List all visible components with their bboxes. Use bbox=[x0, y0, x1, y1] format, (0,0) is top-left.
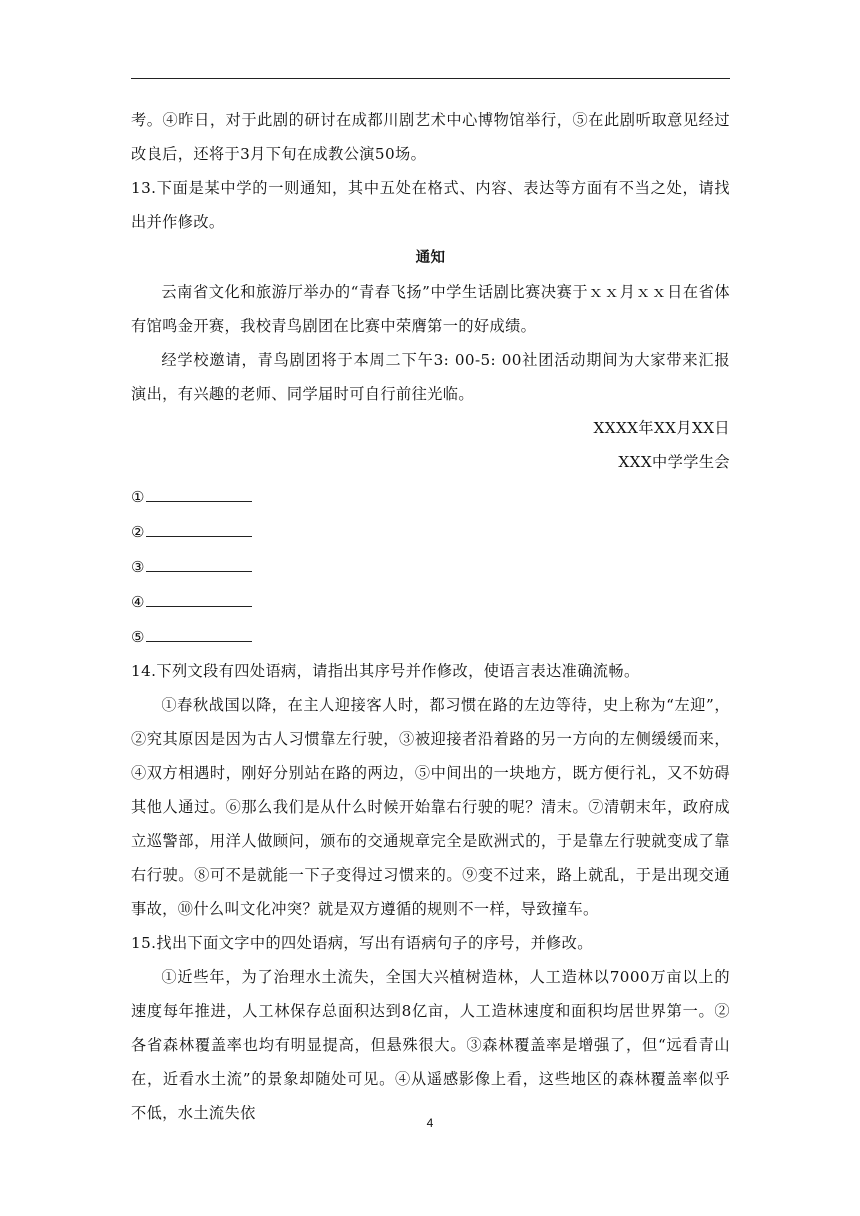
header-rule bbox=[131, 78, 730, 79]
page-content bbox=[131, 103, 730, 1130]
question-15-passage: ①近些年，为了治理水土流失，全国大兴植树造林，人工造林以7000万亩以上的速度每年推进，人工林保存总面积达到8亿亩，人工造林速度和面积均居世界第一。②各省森林覆盖率也均有明显提高，但悬殊很大。③森林覆盖率是增强了，但“远看青山在，近看水土流”的景象却随处可见。④从遥感影像上看，这些地区的森林覆盖率似乎不低，水土流失依 bbox=[131, 968, 730, 1122]
answer-line[interactable] bbox=[146, 514, 252, 537]
answer-blank-2[interactable] bbox=[131, 514, 730, 549]
notice-paragraph-1: 云南省文化和旅游厅举办的“青春飞扬”中学生话剧比赛决赛于ｘｘ月ｘｘ日在省体有馆鸣金开赛，我校青鸟剧团在比赛中荣膺第一的好成绩。 bbox=[131, 283, 730, 335]
answer-blank-4[interactable] bbox=[131, 584, 730, 619]
notice-signature: XXX中学学生会 bbox=[618, 453, 730, 471]
answer-blank-3[interactable] bbox=[131, 549, 730, 584]
answer-line[interactable] bbox=[146, 619, 252, 642]
notice-paragraph-2: 经学校邀请，青鸟剧团将于本周二下午3: 00-5: 00社团活动期间为大家带来汇报演出，有兴趣的老师、同学届时可自行前往光临。 bbox=[131, 351, 730, 403]
blank-number: ③ bbox=[131, 558, 146, 576]
blank-number: ④ bbox=[131, 593, 146, 611]
page-number: 4 bbox=[426, 1116, 434, 1130]
blank-number: ② bbox=[131, 523, 146, 541]
answer-line[interactable] bbox=[146, 479, 252, 502]
notice-title: 通知 bbox=[415, 249, 446, 266]
notice-date: XXXX年XX月XX日 bbox=[593, 419, 730, 437]
question-15: 15.找出下面文字中的四处语病，写出有语病句子的序号，并修改。 bbox=[131, 934, 593, 952]
answer-line[interactable] bbox=[146, 584, 252, 607]
continued-paragraph: 考。④昨日，对于此剧的研讨在成都川剧艺术中心博物馆举行，⑤在此剧听取意见经过改良后，还将于3月下旬在成教公演50场。 bbox=[131, 111, 730, 163]
answer-blank-5[interactable] bbox=[131, 619, 730, 654]
question-13: 13.下面是某中学的一则通知，其中五处在格式、内容、表达等方面有不当之处，请找出并作修改。 bbox=[131, 179, 730, 231]
answer-line[interactable] bbox=[146, 549, 252, 572]
blank-number: ⑤ bbox=[131, 628, 146, 646]
question-14: 14.下列文段有四处语病，请指出其序号并作修改，使语言表达准确流畅。 bbox=[131, 662, 640, 680]
question-14-passage: ①春秋战国以降，在主人迎接客人时，都习惯在路的左边等待，史上称为“左迎”，②究其原因是因为古人习惯靠左行驶，③被迎接者沿着路的另一方向的左侧缓缓而来，④双方相遇时，刚好分别站在路的两边，⑤中间出的一块地方，既方便行礼，又不妨碍其他人通过。⑥那么我们是从什么时候开始靠右行驶的呢？清末。⑦清朝末年，政府成立巡警部，用洋人做顾问，颁布的交通规章完全是欧洲式的，于是靠左行驶就变成了靠右行驶。⑧可不是就能一下子变得过习惯来的。⑨变不过来，路上就乱，于是出现交通事故，⑩什么叫文化冲突？就是双方遵循的规则不一样，导致撞车。 bbox=[131, 696, 730, 918]
answer-blank-1[interactable] bbox=[131, 479, 730, 514]
blank-number: ① bbox=[131, 488, 146, 506]
